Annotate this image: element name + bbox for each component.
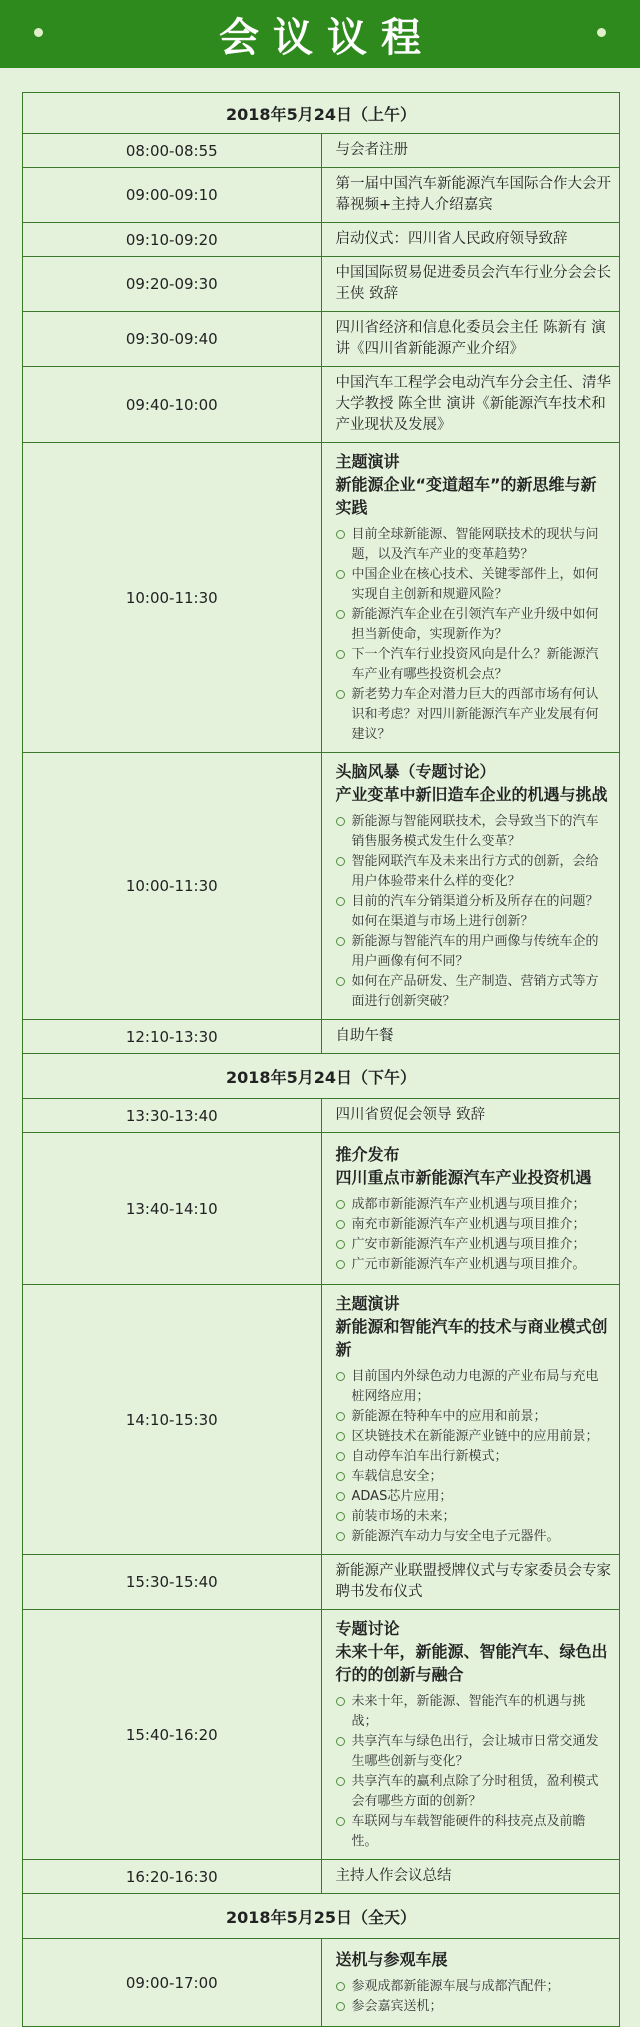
topic-item: 新老势力车企对潜力巨大的西部市场有何认识和考虑？对四川新能源汽车产业发展有何建议？ — [336, 685, 612, 745]
time-cell: 13:40-14:10 — [23, 1133, 322, 1285]
decorative-dot — [34, 28, 43, 37]
time-cell: 09:40-10:00 — [23, 367, 322, 443]
session-block — [336, 1610, 612, 1859]
time-cell: 08:00-08:55 — [23, 134, 322, 168]
topic-item: 目前全球新能源、智能网联技术的现状与问题，以及汽车产业的变革趋势？ — [336, 525, 612, 565]
agenda-row — [23, 1099, 620, 1133]
agenda-row — [23, 257, 620, 312]
content-cell — [321, 312, 620, 367]
session-block — [336, 443, 612, 752]
topic-item: 新能源汽车动力与安全电子元器件。 — [336, 1527, 612, 1547]
topic-item: 成都市新能源汽车产业机遇与项目推介； — [336, 1195, 612, 1215]
topic-item: 新能源汽车企业在引领汽车产业升级中如何担当新使命，实现新作为？ — [336, 605, 612, 645]
agenda-row — [23, 1939, 620, 2027]
topic-item: 如何在产品研发、生产制造、营销方式等方面进行创新突破？ — [336, 972, 612, 1012]
session-text: 第一届中国汽车新能源汽车国际合作大会开幕视频+主持人介绍嘉宾 — [335, 176, 611, 213]
time-cell: 15:30-15:40 — [23, 1555, 322, 1610]
topic-item: 前装市场的未来； — [336, 1507, 612, 1527]
topic-item: 车联网与车载智能硬件的科技亮点及前瞻性。 — [336, 1812, 612, 1852]
topic-list — [336, 812, 612, 1012]
content-cell — [321, 367, 620, 443]
topic-list — [336, 1367, 612, 1547]
time-cell: 09:20-09:30 — [23, 257, 322, 312]
header-banner — [0, 0, 640, 68]
session-title: 四川重点市新能源汽车产业投资机遇 — [335, 1167, 592, 1187]
topic-item: 新能源与智能网联技术，会导致当下的汽车销售服务模式发生什么变革？ — [336, 812, 612, 852]
content-cell — [321, 753, 620, 1020]
agenda-row — [23, 1133, 620, 1285]
time-cell: 16:20-16:30 — [23, 1860, 322, 1894]
topic-item: 新能源在特种车中的应用和前景； — [336, 1407, 612, 1427]
day-header-row — [23, 93, 620, 134]
session-text: 主持人作会议总结 — [335, 1868, 452, 1884]
agenda-row — [23, 367, 620, 443]
topic-item: 南充市新能源汽车产业机遇与项目推介； — [336, 1215, 612, 1235]
content-cell — [321, 223, 620, 257]
session-text: 四川省贸促会领导 致辞 — [335, 1107, 486, 1123]
topic-item: 参会嘉宾送机； — [336, 1997, 612, 2017]
time-cell: 10:00-11:30 — [23, 753, 322, 1020]
content-cell — [321, 443, 620, 753]
agenda-container — [22, 92, 620, 2027]
agenda-row — [23, 1020, 620, 1054]
session-block — [336, 1136, 612, 1282]
agenda-row — [23, 134, 620, 168]
topic-item: 目前的汽车分销渠道分析及所存在的问题？如何在渠道与市场上进行创新？ — [336, 892, 612, 932]
session-text: 中国汽车工程学会电动汽车分会主任、清华大学教授 陈全世 演讲《新能源汽车技术和产业现状及发展》 — [335, 375, 611, 433]
session-text: 自助午餐 — [335, 1028, 394, 1044]
agenda-row — [23, 443, 620, 753]
agenda-row — [23, 1555, 620, 1610]
agenda-row — [23, 168, 620, 223]
agenda-row — [23, 1610, 620, 1860]
decorative-dot — [597, 28, 606, 37]
time-cell: 14:10-15:30 — [23, 1285, 322, 1555]
day-header: 2018年5月25日（全天） — [23, 1894, 620, 1939]
session-title: 未来十年，新能源、智能汽车、绿色出行的的创新与融合 — [335, 1642, 608, 1684]
topic-item: 共享汽车与绿色出行，会让城市日常交通发生哪些创新与变化？ — [336, 1732, 612, 1772]
session-title: 推介发布 — [335, 1144, 400, 1164]
content-cell — [321, 1939, 620, 2027]
time-cell: 12:10-13:30 — [23, 1020, 322, 1054]
time-cell: 09:10-09:20 — [23, 223, 322, 257]
content-cell — [321, 257, 620, 312]
agenda-table — [22, 92, 620, 2027]
time-cell: 09:30-09:40 — [23, 312, 322, 367]
time-cell: 13:30-13:40 — [23, 1099, 322, 1133]
session-block — [336, 1941, 612, 2024]
content-cell — [321, 168, 620, 223]
content-cell — [321, 1555, 620, 1610]
session-text: 启动仪式：四川省人民政府领导致辞 — [335, 231, 568, 247]
topic-item: 中国企业在核心技术、关键零部件上，如何实现自主创新和规避风险？ — [336, 565, 612, 605]
time-cell: 10:00-11:30 — [23, 443, 322, 753]
session-text: 新能源产业联盟授牌仪式与专家委员会专家聘书发布仪式 — [335, 1563, 611, 1600]
day-header-row — [23, 1054, 620, 1099]
topic-list — [336, 1195, 612, 1275]
topic-item: ADAS芯片应用； — [336, 1487, 612, 1507]
day-header-row — [23, 1894, 620, 1939]
content-cell — [321, 1610, 620, 1860]
topic-item: 目前国内外绿色动力电源的产业布局与充电桩网络应用； — [336, 1367, 612, 1407]
agenda-row — [23, 223, 620, 257]
session-block — [336, 1285, 612, 1554]
session-text: 四川省经济和信息化委员会主任 陈新有 演讲《四川省新能源产业介绍》 — [335, 320, 606, 357]
time-cell: 09:00-17:00 — [23, 1939, 322, 2027]
day-header: 2018年5月24日（下午） — [23, 1054, 620, 1099]
time-cell: 15:40-16:20 — [23, 1610, 322, 1860]
topic-item: 未来十年，新能源、智能汽车的机遇与挑战； — [336, 1692, 612, 1732]
topic-item: 车载信息安全； — [336, 1467, 612, 1487]
session-title: 送机与参观车展 — [335, 1950, 448, 1969]
agenda-row — [23, 1860, 620, 1894]
session-block — [336, 753, 612, 1019]
agenda-row — [23, 753, 620, 1020]
session-title: 主题演讲 — [335, 1294, 400, 1313]
content-cell — [321, 1860, 620, 1894]
session-title: 新能源企业“变道超车”的新思维与新实践 — [335, 475, 597, 517]
day-header: 2018年5月24日（上午） — [23, 93, 620, 134]
content-cell — [321, 1020, 620, 1054]
topic-list — [336, 1692, 612, 1852]
topic-item: 智能网联汽车及未来出行方式的创新，会给用户体验带来什么样的变化？ — [336, 852, 612, 892]
topic-item: 自动停车泊车出行新模式； — [336, 1447, 612, 1467]
session-title: 头脑风暴（专题讨论） — [335, 762, 496, 781]
session-text: 中国国际贸易促进委员会汽车行业分会会长 王侠 致辞 — [335, 265, 611, 302]
agenda-row — [23, 312, 620, 367]
topic-list — [336, 1977, 612, 2017]
content-cell — [321, 1285, 620, 1555]
agenda-row — [23, 1285, 620, 1555]
topic-item: 广元市新能源汽车产业机遇与项目推介。 — [336, 1255, 612, 1275]
topic-item: 参观成都新能源车展与成都汽配件； — [336, 1977, 612, 1997]
session-title: 主题演讲 — [335, 452, 400, 471]
topic-item: 广安市新能源汽车产业机遇与项目推介； — [336, 1235, 612, 1255]
topic-item: 区块链技术在新能源产业链中的应用前景； — [336, 1427, 612, 1447]
page-title: 会议议程 — [219, 14, 435, 61]
content-cell — [321, 1099, 620, 1133]
content-cell — [321, 1133, 620, 1285]
session-title: 新能源和智能汽车的技术与商业模式创新 — [335, 1317, 608, 1359]
time-cell: 09:00-09:10 — [23, 168, 322, 223]
topic-item: 共享汽车的赢利点除了分时租赁，盈利模式会有哪些方面的创新？ — [336, 1772, 612, 1812]
content-cell — [321, 134, 620, 168]
session-title: 专题讨论 — [335, 1619, 400, 1638]
topic-item: 下一个汽车行业投资风向是什么？新能源汽车产业有哪些投资机会点？ — [336, 645, 612, 685]
session-title: 产业变革中新旧造车企业的机遇与挑战 — [335, 785, 608, 804]
session-text: 与会者注册 — [335, 142, 408, 158]
topic-list — [336, 525, 612, 745]
topic-item: 新能源与智能汽车的用户画像与传统车企的用户画像有何不同？ — [336, 932, 612, 972]
